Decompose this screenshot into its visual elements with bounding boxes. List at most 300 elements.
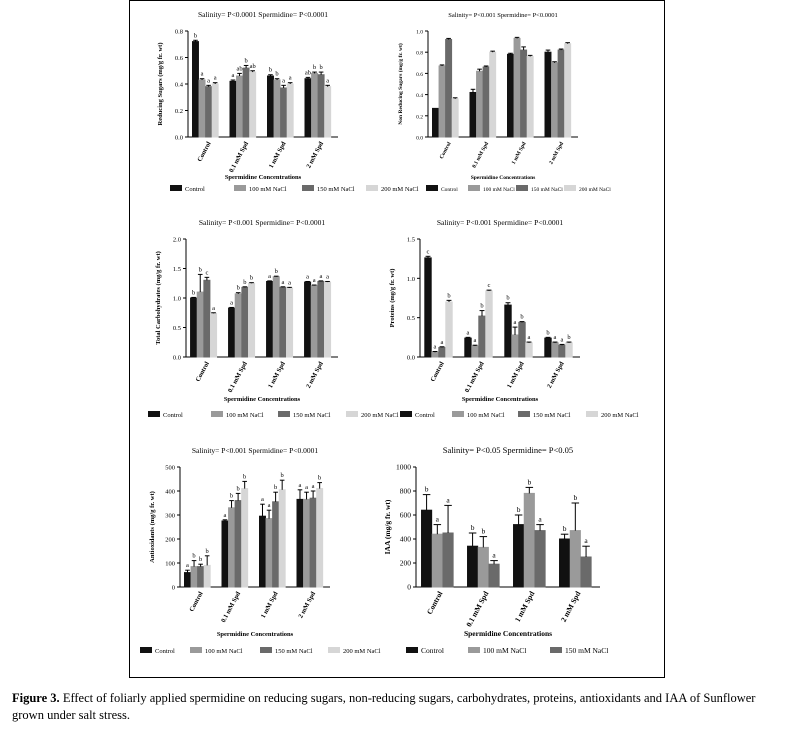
bar-100-mm-nacl-1-mm-spd bbox=[524, 493, 534, 587]
significance-letter: a bbox=[312, 277, 316, 285]
legend-swatch-100-mm-nacl bbox=[234, 185, 246, 191]
significance-letter: ab bbox=[304, 69, 312, 77]
legend-swatch-150-mm-nacl bbox=[550, 647, 562, 653]
legend-swatch-200-mm-nacl bbox=[564, 185, 576, 191]
y-axis-label: Antioxidants (mg/g fr. wt) bbox=[149, 491, 156, 563]
significance-letter: c bbox=[487, 282, 491, 290]
figure-caption bbox=[12, 690, 787, 724]
significance-letter: b bbox=[424, 484, 429, 494]
significance-letter: b bbox=[280, 472, 284, 480]
y-tick-label: 0 bbox=[407, 582, 411, 592]
chart-svg bbox=[380, 215, 664, 425]
bar-150-mm-nacl-1-mm-spd bbox=[281, 88, 287, 137]
x-tick-label: 0.1 mM Spd bbox=[226, 360, 249, 394]
significance-letter: b bbox=[546, 329, 550, 337]
bar-control-control bbox=[191, 298, 197, 357]
bar-200-mm-nacl-0-1-mm-spd bbox=[242, 489, 248, 587]
significance-letter: b bbox=[481, 526, 486, 536]
significance-letter: a bbox=[560, 336, 564, 344]
significance-letter: a bbox=[326, 77, 330, 85]
bar-200-mm-nacl-1-mm-spd bbox=[287, 288, 293, 357]
legend-label-150-mm-nacl: 150 mM NaCl bbox=[533, 412, 571, 419]
significance-letter: a bbox=[584, 536, 588, 546]
bar-150-mm-nacl-2-mm-spd bbox=[310, 498, 316, 587]
x-tick-label: 2 mM Spd bbox=[548, 141, 566, 166]
significance-letter: b bbox=[312, 64, 317, 72]
legend-swatch-200-mm-nacl bbox=[346, 411, 358, 417]
bar-200-mm-nacl-1-mm-spd bbox=[526, 343, 532, 357]
legend-swatch-100-mm-nacl bbox=[211, 411, 223, 417]
y-tick-label: 2.0 bbox=[172, 236, 181, 244]
significance-letter: a bbox=[319, 272, 323, 280]
y-tick-label: 0.2 bbox=[416, 114, 423, 121]
significance-letter: a bbox=[267, 502, 271, 510]
bar-control-control bbox=[422, 510, 432, 587]
bar-control-2-mm-spd bbox=[297, 499, 303, 587]
legend-swatch-150-mm-nacl bbox=[518, 411, 530, 417]
chart-svg bbox=[378, 441, 662, 669]
bar-control-2-mm-spd bbox=[305, 282, 311, 357]
x-tick-label: 2 mM Spd bbox=[297, 590, 318, 620]
bar-200-mm-nacl-1-mm-spd bbox=[279, 490, 285, 587]
significance-letter: a bbox=[207, 77, 211, 85]
bar-100-mm-nacl-2-mm-spd bbox=[552, 343, 558, 357]
legend-label-control: Control bbox=[415, 412, 435, 419]
significance-letter: c bbox=[205, 269, 209, 277]
x-tick-label: 1 mM Spd bbox=[267, 360, 287, 390]
x-tick-label: Control bbox=[424, 589, 445, 616]
significance-letter: a bbox=[288, 74, 292, 82]
bar-control-0-1-mm-spd bbox=[230, 81, 236, 137]
y-tick-label: 0 bbox=[171, 584, 175, 592]
legend-swatch-200-mm-nacl bbox=[366, 185, 378, 191]
significance-letter: a bbox=[298, 481, 302, 489]
bar-150-mm-nacl-2-mm-spd bbox=[581, 557, 591, 587]
significance-letter: a bbox=[433, 343, 437, 351]
legend-label-100-mm-nacl: 100 mM NaCl bbox=[483, 187, 515, 193]
significance-letter: b bbox=[562, 524, 567, 534]
significance-letter: a bbox=[268, 272, 272, 280]
significance-letter: a bbox=[223, 511, 227, 519]
bar-200-mm-nacl-control bbox=[446, 302, 452, 357]
bar-150-mm-nacl-2-mm-spd bbox=[318, 75, 324, 137]
y-tick-label: 0.5 bbox=[172, 325, 181, 332]
chart-iaa bbox=[378, 441, 662, 669]
bar-200-mm-nacl-0-1-mm-spd bbox=[490, 52, 496, 137]
bar-control-1-mm-spd bbox=[268, 76, 274, 137]
bar-200-mm-nacl-0-1-mm-spd bbox=[249, 283, 255, 357]
bar-200-mm-nacl-2-mm-spd bbox=[317, 489, 323, 587]
bar-control-1-mm-spd bbox=[267, 281, 273, 357]
caption-text: Effect of foliarly applied spermidine on reducing sugars, non-reducing sugars, carbohydrates, proteins, antioxidants and IAA of Sunflower grown under salt stress. bbox=[12, 691, 756, 722]
significance-letter: a bbox=[230, 299, 234, 307]
legend-swatch-150-mm-nacl bbox=[516, 185, 528, 191]
significance-letter: a bbox=[440, 338, 444, 346]
y-tick-label: 500 bbox=[165, 464, 175, 472]
legend-label-200-mm-nacl: 200 mM NaCl bbox=[601, 412, 639, 419]
bar-150-mm-nacl-control bbox=[443, 533, 453, 587]
x-tick-label: 2 mM Spd bbox=[558, 589, 583, 624]
y-tick-label: 1.5 bbox=[172, 266, 181, 273]
bar-200-mm-nacl-0-1-mm-spd bbox=[250, 72, 256, 137]
bar-200-mm-nacl-control bbox=[452, 99, 458, 137]
bar-control-control bbox=[425, 258, 431, 357]
legend-label-200-mm-nacl: 200 mM NaCl bbox=[343, 648, 381, 655]
legend-swatch-150-mm-nacl bbox=[260, 647, 272, 653]
legend-label-150-mm-nacl: 150 mM NaCl bbox=[531, 187, 563, 193]
bar-100-mm-nacl-0-1-mm-spd bbox=[477, 71, 483, 137]
y-tick-label: 0.0 bbox=[416, 135, 423, 142]
legend-label-100-mm-nacl: 100 mM NaCl bbox=[249, 186, 287, 193]
chart-antioxidants bbox=[138, 441, 388, 669]
x-tick-label: 1 mM Spd bbox=[506, 360, 526, 390]
bar-control-1-mm-spd bbox=[505, 305, 511, 357]
y-tick-label: 0.8 bbox=[174, 28, 183, 36]
x-axis-label: Spermidine Concentrations bbox=[463, 629, 553, 638]
bar-200-mm-nacl-2-mm-spd bbox=[325, 282, 331, 357]
bar-100-mm-nacl-2-mm-spd bbox=[552, 63, 558, 137]
bar-200-mm-nacl-2-mm-spd bbox=[566, 343, 572, 357]
significance-letter: b bbox=[268, 66, 273, 74]
bar-100-mm-nacl-0-1-mm-spd bbox=[472, 346, 478, 357]
y-tick-label: 200 bbox=[399, 558, 411, 568]
chart-title: Salinity= P<0.001 Spermidine= P<0.0001 bbox=[448, 12, 558, 19]
bar-150-mm-nacl-control bbox=[446, 39, 452, 137]
legend-label-100-mm-nacl: 100 mM NaCl bbox=[226, 412, 264, 419]
significance-letter: a bbox=[553, 334, 557, 342]
y-tick-label: 0.4 bbox=[416, 93, 423, 100]
legend-swatch-200-mm-nacl bbox=[586, 411, 598, 417]
bar-150-mm-nacl-2-mm-spd bbox=[318, 281, 324, 357]
bar-150-mm-nacl-control bbox=[204, 280, 210, 357]
significance-letter: a bbox=[306, 273, 310, 281]
legend-label-100-mm-nacl: 100 mM NaCl bbox=[205, 648, 243, 655]
significance-letter: a bbox=[435, 514, 439, 524]
y-tick-label: 0.8 bbox=[416, 50, 423, 57]
x-tick-label: 0.1 mM Spd bbox=[463, 360, 486, 394]
y-tick-label: 0.6 bbox=[416, 71, 423, 78]
bar-100-mm-nacl-control bbox=[191, 567, 197, 587]
y-tick-label: 0.4 bbox=[174, 81, 183, 89]
chart-svg bbox=[388, 7, 662, 217]
legend-swatch-100-mm-nacl bbox=[190, 647, 202, 653]
significance-letter: b bbox=[229, 492, 234, 500]
bar-150-mm-nacl-control bbox=[206, 87, 212, 137]
bar-100-mm-nacl-0-1-mm-spd bbox=[478, 547, 488, 587]
bar-100-mm-nacl-1-mm-spd bbox=[273, 277, 279, 357]
bar-150-mm-nacl-0-1-mm-spd bbox=[243, 68, 249, 137]
legend-label-100-mm-nacl: 100 mM NaCl bbox=[467, 412, 505, 419]
significance-letter: b bbox=[319, 64, 323, 72]
significance-letter: b bbox=[198, 266, 202, 274]
x-axis-label: Spermidine Concentrations bbox=[461, 396, 539, 403]
y-axis-label: IAA (mg/g fr. wt) bbox=[383, 499, 392, 555]
bar-control-1-mm-spd bbox=[514, 525, 524, 587]
significance-letter: a bbox=[212, 304, 215, 312]
significance-letter: b bbox=[243, 278, 247, 286]
significance-letter: a bbox=[446, 495, 450, 505]
legend-swatch-150-mm-nacl bbox=[278, 411, 290, 417]
significance-letter: a bbox=[513, 319, 517, 327]
legend-label-200-mm-nacl: 200 mM NaCl bbox=[381, 186, 419, 193]
significance-letter: ab bbox=[249, 62, 256, 70]
bar-150-mm-nacl-1-mm-spd bbox=[521, 50, 527, 137]
y-tick-label: 0.0 bbox=[172, 354, 181, 362]
x-axis-label: Spermidine Concentrations bbox=[216, 631, 294, 638]
x-axis-label: Spermidine Concentrations bbox=[224, 174, 302, 181]
legend-label-150-mm-nacl: 150 mM NaCl bbox=[565, 646, 609, 655]
chart-svg bbox=[138, 441, 388, 669]
bar-150-mm-nacl-0-1-mm-spd bbox=[235, 501, 241, 587]
significance-letter: b bbox=[506, 294, 510, 302]
bar-100-mm-nacl-2-mm-spd bbox=[312, 73, 318, 137]
bar-100-mm-nacl-control bbox=[432, 352, 438, 357]
legend-swatch-100-mm-nacl bbox=[452, 411, 464, 417]
chart-proteins bbox=[380, 215, 664, 425]
bar-150-mm-nacl-1-mm-spd bbox=[273, 502, 279, 587]
significance-letter: a bbox=[473, 337, 477, 345]
significance-letter: a bbox=[282, 77, 286, 85]
significance-letter: b bbox=[447, 292, 451, 300]
legend-label-150-mm-nacl: 150 mM NaCl bbox=[293, 412, 331, 419]
y-tick-label: 100 bbox=[165, 560, 175, 568]
significance-letter: b bbox=[520, 313, 524, 321]
bar-200-mm-nacl-1-mm-spd bbox=[287, 84, 293, 137]
y-tick-label: 200 bbox=[165, 536, 175, 544]
significance-letter: b bbox=[198, 556, 203, 564]
significance-letter: a bbox=[311, 483, 315, 490]
bar-150-mm-nacl-1-mm-spd bbox=[535, 531, 545, 587]
y-tick-label: 300 bbox=[165, 512, 175, 520]
bar-200-mm-nacl-2-mm-spd bbox=[565, 44, 571, 137]
legend-swatch-control bbox=[400, 411, 412, 417]
bar-control-2-mm-spd bbox=[305, 79, 311, 137]
bar-150-mm-nacl-control bbox=[198, 567, 204, 587]
significance-letter: a bbox=[231, 72, 235, 80]
significance-letter: b bbox=[318, 474, 322, 482]
bar-100-mm-nacl-0-1-mm-spd bbox=[235, 294, 241, 357]
significance-letter: b bbox=[480, 302, 484, 310]
chart-title: Salinity= P<0.001 Spermidine= P<0.0001 bbox=[436, 218, 564, 227]
bar-control-2-mm-spd bbox=[545, 338, 551, 357]
bar-200-mm-nacl-1-mm-spd bbox=[527, 56, 533, 137]
bar-150-mm-nacl-0-1-mm-spd bbox=[489, 564, 499, 587]
significance-letter: b bbox=[573, 493, 578, 502]
significance-letter: b bbox=[191, 289, 196, 297]
significance-letter: b bbox=[192, 552, 196, 560]
bar-100-mm-nacl-0-1-mm-spd bbox=[229, 508, 235, 587]
significance-letter: b bbox=[470, 523, 475, 532]
significance-letter: a bbox=[326, 273, 329, 281]
bar-150-mm-nacl-1-mm-spd bbox=[519, 322, 525, 357]
bar-200-mm-nacl-control bbox=[212, 84, 218, 137]
x-tick-label: 0.1 mM Spd bbox=[471, 141, 491, 170]
x-tick-label: Control bbox=[196, 140, 213, 163]
significance-letter: a bbox=[538, 514, 542, 524]
legend-label-100-mm-nacl: 100 mM NaCl bbox=[483, 646, 527, 655]
significance-letter: a bbox=[213, 74, 217, 82]
legend-label-control: Control bbox=[163, 412, 183, 419]
legend-swatch-control bbox=[406, 647, 418, 653]
significance-letter: b bbox=[273, 484, 278, 492]
bar-control-control bbox=[193, 42, 199, 137]
bar-control-0-1-mm-spd bbox=[468, 546, 478, 587]
y-axis-label: Reducing Sugars (mg/g fr. wt) bbox=[157, 42, 164, 126]
significance-letter: b bbox=[236, 284, 240, 292]
bar-150-mm-nacl-2-mm-spd bbox=[558, 50, 564, 137]
legend-swatch-200-mm-nacl bbox=[328, 647, 340, 653]
y-tick-label: 800 bbox=[399, 486, 411, 496]
bar-150-mm-nacl-0-1-mm-spd bbox=[479, 316, 485, 357]
y-tick-label: 400 bbox=[165, 488, 175, 496]
x-tick-label: 1 mM Spd bbox=[510, 141, 528, 166]
legend-swatch-control bbox=[170, 185, 182, 191]
bar-100-mm-nacl-control bbox=[432, 534, 442, 587]
bar-200-mm-nacl-control bbox=[211, 313, 217, 357]
legend-swatch-control bbox=[148, 411, 160, 417]
bar-150-mm-nacl-1-mm-spd bbox=[280, 287, 286, 357]
legend-swatch-100-mm-nacl bbox=[468, 647, 480, 653]
chart-non-reducing-sugars bbox=[388, 7, 662, 217]
bar-100-mm-nacl-1-mm-spd bbox=[514, 38, 520, 137]
legend-label-control: Control bbox=[441, 187, 458, 193]
x-axis-label: Spermidine Concentrations bbox=[223, 396, 301, 403]
significance-letter: b bbox=[567, 334, 571, 342]
significance-letter: b bbox=[516, 505, 521, 514]
x-tick-label: Control bbox=[188, 590, 205, 613]
significance-letter: a bbox=[186, 562, 189, 570]
bar-100-mm-nacl-2-mm-spd bbox=[311, 286, 317, 357]
significance-letter: b bbox=[275, 70, 279, 78]
bar-100-mm-nacl-1-mm-spd bbox=[266, 519, 272, 587]
x-tick-label: 2 mM Spd bbox=[305, 140, 326, 170]
legend-label-150-mm-nacl: 150 mM NaCl bbox=[275, 648, 313, 655]
x-tick-label: 0.1 mM Spd bbox=[464, 589, 491, 629]
bar-150-mm-nacl-2-mm-spd bbox=[559, 345, 565, 357]
chart-title: Salinity= P<0.05 Spermidine= P<0.05 bbox=[442, 445, 574, 455]
bar-control-control bbox=[185, 573, 191, 587]
legend-label-control: Control bbox=[421, 646, 444, 655]
legend-label-200-mm-nacl: 200 mM NaCl bbox=[361, 412, 399, 419]
x-tick-label: 1 mM Spd bbox=[259, 590, 280, 620]
y-tick-label: 1.0 bbox=[172, 295, 181, 303]
y-tick-label: 0.5 bbox=[406, 315, 415, 323]
y-tick-label: 0.0 bbox=[174, 134, 183, 142]
bar-200-mm-nacl-control bbox=[204, 565, 210, 587]
significance-letter: a bbox=[288, 279, 291, 287]
x-tick-label: Control bbox=[429, 360, 446, 383]
bar-100-mm-nacl-control bbox=[439, 66, 445, 137]
significance-letter: a bbox=[492, 550, 496, 560]
y-tick-label: 1.0 bbox=[416, 29, 423, 36]
chart-title: Salinity= P<0.0001 Spermidine= P<0.0001 bbox=[197, 10, 329, 19]
legend-swatch-control bbox=[140, 647, 152, 653]
bar-150-mm-nacl-0-1-mm-spd bbox=[242, 287, 248, 357]
x-tick-label: Control bbox=[194, 360, 211, 383]
significance-letter: c bbox=[426, 248, 430, 256]
bar-control-control bbox=[433, 108, 439, 137]
y-tick-label: 0.2 bbox=[174, 108, 183, 115]
legend-swatch-control bbox=[426, 185, 438, 191]
chart-title: Salinity= P<0.001 Spermidine= P<0.0001 bbox=[198, 218, 326, 227]
bar-100-mm-nacl-1-mm-spd bbox=[512, 335, 518, 357]
bar-100-mm-nacl-0-1-mm-spd bbox=[237, 76, 243, 137]
significance-letter: a bbox=[305, 484, 308, 492]
x-tick-label: 0.1 mM Spd bbox=[220, 590, 243, 624]
significance-letter: a bbox=[200, 70, 204, 78]
x-tick-label: 2 mM Spd bbox=[305, 360, 325, 390]
bar-control-1-mm-spd bbox=[260, 516, 266, 587]
significance-letter: ab bbox=[236, 65, 243, 73]
significance-letter: b bbox=[243, 473, 247, 481]
legend-swatch-100-mm-nacl bbox=[468, 185, 480, 191]
y-tick-label: 0.6 bbox=[174, 55, 183, 62]
y-tick-label: 0.0 bbox=[406, 354, 415, 362]
x-tick-label: 1 mM Spd bbox=[512, 589, 537, 624]
y-tick-label: 1.0 bbox=[406, 275, 415, 283]
x-tick-label: 2 mM Spd bbox=[546, 360, 566, 390]
significance-letter: b bbox=[205, 547, 209, 555]
significance-letter: b bbox=[249, 274, 254, 282]
significance-letter: a bbox=[281, 278, 285, 286]
y-tick-label: 600 bbox=[399, 510, 411, 520]
significance-letter: b bbox=[236, 485, 240, 493]
x-tick-label: 0.1 mM Spd bbox=[228, 140, 251, 174]
y-axis-label: Proteins (mg/g fr. wt) bbox=[389, 268, 396, 328]
legend-label-150-mm-nacl: 150 mM NaCl bbox=[317, 186, 355, 193]
bar-100-mm-nacl-1-mm-spd bbox=[274, 80, 280, 137]
significance-letter: a bbox=[466, 329, 470, 337]
bar-100-mm-nacl-control bbox=[199, 80, 205, 137]
significance-letter: b bbox=[193, 32, 198, 40]
significance-letter: a bbox=[261, 496, 264, 504]
chart-title: Salinity= P<0.001 Spermidine= P<0.0001 bbox=[191, 446, 319, 455]
bar-200-mm-nacl-2-mm-spd bbox=[325, 87, 331, 137]
y-tick-label: 1000 bbox=[396, 462, 411, 472]
bar-control-0-1-mm-spd bbox=[465, 338, 471, 357]
legend-label-control: Control bbox=[185, 186, 205, 193]
bar-control-0-1-mm-spd bbox=[222, 521, 228, 587]
bar-100-mm-nacl-control bbox=[197, 292, 203, 357]
bar-100-mm-nacl-2-mm-spd bbox=[570, 531, 580, 587]
bar-control-0-1-mm-spd bbox=[229, 308, 235, 357]
y-tick-label: 1.5 bbox=[406, 236, 415, 244]
significance-letter: a bbox=[527, 334, 531, 342]
y-axis-label: Non Reducing Sugars (mg/g fr. wt) bbox=[398, 43, 404, 125]
significance-letter: b bbox=[527, 477, 532, 487]
x-tick-label: 1 mM Spd bbox=[267, 140, 288, 170]
y-axis-label: Total Carbohydrates (mg/g fr. wt) bbox=[155, 251, 162, 345]
bar-150-mm-nacl-control bbox=[439, 348, 445, 357]
bar-control-0-1-mm-spd bbox=[470, 92, 476, 137]
x-tick-label: Control bbox=[438, 141, 453, 161]
figure-frame bbox=[129, 0, 665, 678]
legend-swatch-150-mm-nacl bbox=[302, 185, 314, 191]
bar-control-1-mm-spd bbox=[508, 54, 514, 137]
bar-200-mm-nacl-0-1-mm-spd bbox=[486, 291, 492, 357]
legend-label-control: Control bbox=[155, 648, 175, 655]
bar-150-mm-nacl-0-1-mm-spd bbox=[483, 67, 489, 137]
significance-letter: b bbox=[274, 268, 278, 276]
bar-control-2-mm-spd bbox=[545, 52, 551, 137]
bar-100-mm-nacl-2-mm-spd bbox=[304, 499, 310, 587]
significance-letter: b bbox=[244, 57, 248, 65]
caption-label: Figure 3. bbox=[12, 691, 60, 705]
y-tick-label: 400 bbox=[399, 534, 411, 544]
bar-control-2-mm-spd bbox=[560, 539, 570, 587]
legend-label-200-mm-nacl: 200 mM NaCl bbox=[579, 187, 611, 193]
x-axis-label: Spermidine Concentrations bbox=[470, 175, 536, 181]
